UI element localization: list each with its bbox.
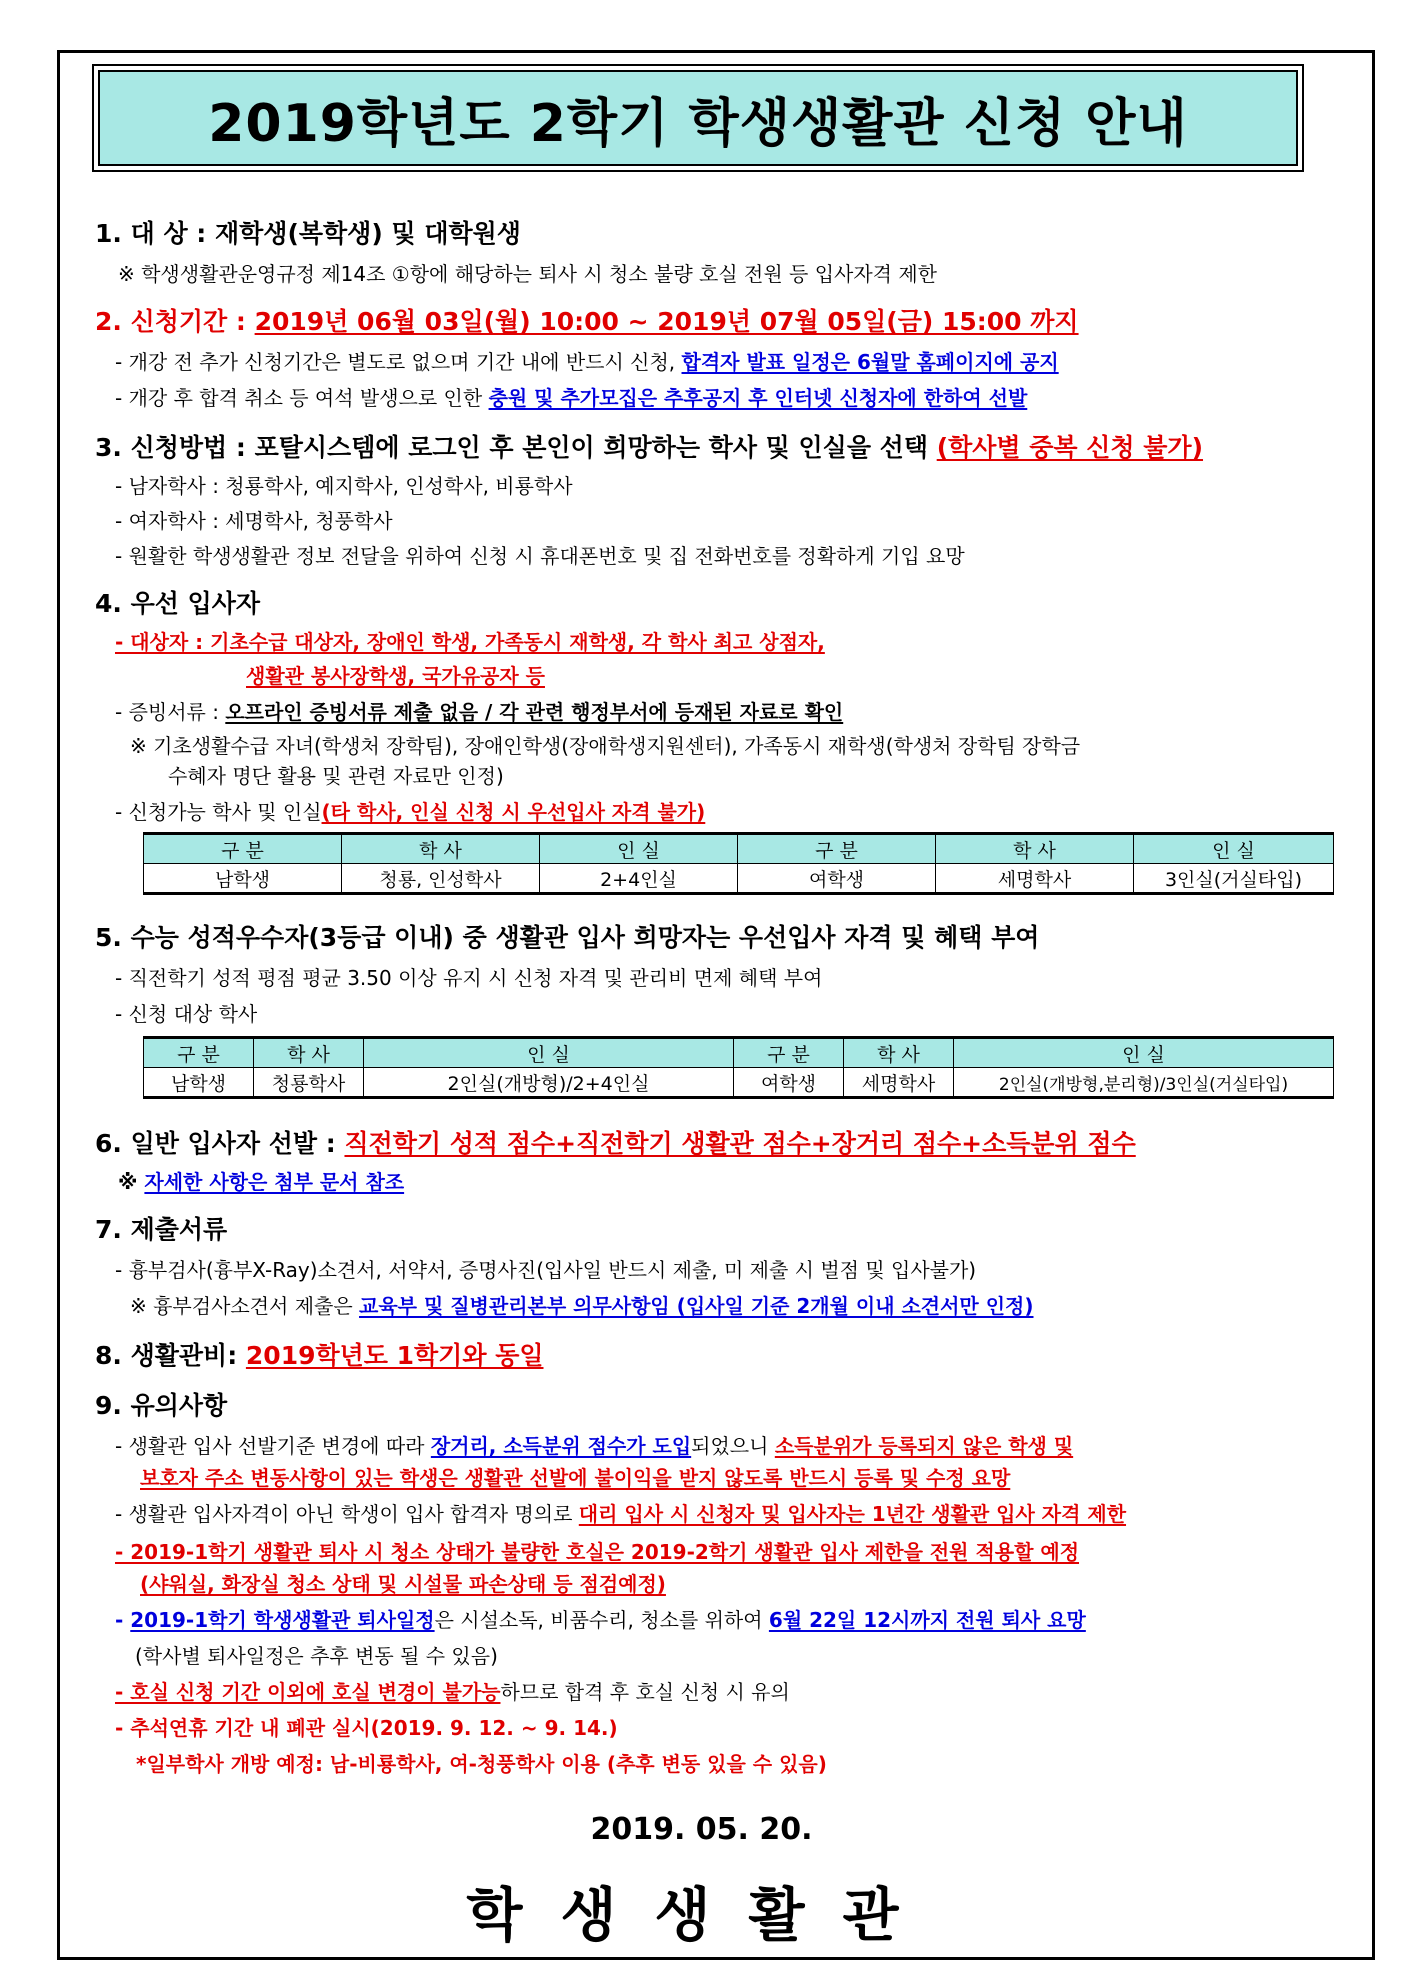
section-4-note-line-2: 수혜자 명단 활용 및 관련 자료만 인정): [168, 764, 504, 788]
section-9-heading: 9. 유의사항: [95, 1391, 228, 1420]
section-2-bullet-1: - 개강 전 추가 신청기간은 별도로 없으며 기간 내에 반드시 신청, 합격자 발표 일정은 6월말 홈페이지에 공지: [115, 350, 1059, 374]
section-3-bullet-2: - 여자학사 : 세명학사, 청풍학사: [115, 509, 393, 533]
issuer-name: 학생생활관: [466, 1881, 937, 1949]
application-period: 2019년 06월 03일(월) 10:00 ~ 2019년 07월 05일(금) 15:00 까지: [254, 307, 1079, 336]
section-2-label: 2. 신청기간 :: [95, 307, 255, 336]
section-4-target-line-1: - 대상자 : 기초수급 대상자, 장애인 학생, 가족동시 재학생, 각 학사 최고 상점자,: [115, 630, 825, 654]
page-title: 2019학년도 2학기 학생생활관 신청 안내: [208, 93, 1188, 154]
section-2-bullet-2: - 개강 후 합격 취소 등 여석 발생으로 인한 충원 및 추가모집은 추후공지 후 인터넷 신청자에 한하여 선발: [115, 386, 1028, 410]
section-8-heading: 8. 생활관비: 2019학년도 1학기와 동일: [95, 1341, 544, 1370]
document-date: 2019. 05. 20.: [590, 1812, 813, 1847]
table-header-row: 구 분 학 사 인 실 구 분 학 사 인 실: [144, 1038, 1334, 1068]
section-5-bullet-1: - 직전학기 성적 평점 평균 3.50 이상 유지 시 신청 자격 및 관리비 면제 혜택 부여: [115, 966, 823, 990]
section-7-bullet-1: - 흉부검사(흉부X-Ray)소견서, 서약서, 증명사진(입사일 반드시 제출, 미 제출 시 벌점 및 입사불가): [115, 1258, 977, 1282]
section-9-bullet-3: - 2019-1학기 생활관 퇴사 시 청소 상태가 불량한 호실은 2019-2학기 생활관 입사 제한을 전원 적용할 예정: [115, 1540, 1080, 1564]
section-5-heading: 5. 수능 성적우수자(3등급 이내) 중 생활관 입사 희망자는 우선입사 자격 및 혜택 부여: [95, 923, 1040, 952]
priority-dorm-table: [143, 832, 1334, 895]
section-3-bullet-3: - 원활한 학생생활관 정보 전달을 위하여 신청 시 휴대폰번호 및 집 전화번호를 정확하게 기입 요망: [115, 544, 965, 568]
fee-highlight: 2019학년도 1학기와 동일: [245, 1341, 544, 1370]
section-6-heading: 6. 일반 입사자 선발 : 직전학기 성적 점수+직전학기 생활관 점수+장거리 점수+소득분위 점수: [95, 1129, 1136, 1158]
table-row: 남학생 청룡학사 2인실(개방형)/2+4인실 여학생 세명학사 2인실(개방형,분리형)/3인실(거실타입): [144, 1068, 1334, 1098]
section-9-bullet-1: - 생활관 입사 선발기준 변경에 따라 장거리, 소득분위 점수가 도입되었으니 소득분위가 등록되지 않은 학생 및: [115, 1434, 1074, 1458]
table-row: 남학생 청룡, 인성학사 2+4인실 여학생 세명학사 3인실(거실타입): [144, 864, 1334, 894]
section-6-note: ※ 자세한 사항은 첨부 문서 참조: [118, 1170, 405, 1194]
section-1-heading: 1. 대 상 : 재학생(복학생) 및 대학원생: [95, 219, 521, 248]
section-4-available: - 신청가능 학사 및 인실(타 학사, 인실 신청 시 우선입사 자격 불가): [115, 800, 706, 824]
xray-requirement: 교육부 및 질병관리본부 의무사항임 (입사일 기준 2개월 이내 소견서만 인정): [359, 1294, 1034, 1318]
section-3-heading: 3. 신청방법 : 포탈시스템에 로그인 후 본인이 희망하는 학사 및 인실을 선택 (학사별 중복 신청 불가): [95, 433, 1204, 462]
available-highlight: (타 학사, 인실 신청 시 우선입사 자격 불가): [321, 800, 706, 824]
section-3-bullet-1: - 남자학사 : 청룡학사, 예지학사, 인성학사, 비룡학사: [115, 474, 573, 498]
no-duplicate-highlight: (학사별 중복 신청 불가): [936, 433, 1204, 462]
section-9-bullet-2: - 생활관 입사자격이 아닌 학생이 입사 합격자 명의로 대리 입사 시 신청자 및 입사자는 1년간 생활관 입사 자격 제한: [115, 1502, 1127, 1526]
section-7-note: ※ 흉부검사소견서 제출은 교육부 및 질병관리본부 의무사항임 (입사일 기준 2개월 이내 소견서만 인정): [130, 1294, 1034, 1318]
section-5-bullet-2: - 신청 대상 학사: [115, 1002, 258, 1026]
announcement-highlight: 합격자 발표 일정은 6월말 홈페이지에 공지: [681, 350, 1059, 374]
selection-criteria: 직전학기 성적 점수+직전학기 생활관 점수+장거리 점수+소득분위 점수: [344, 1129, 1136, 1158]
section-9-bullet-4-line-2: (학사별 퇴사일정은 추후 변동 될 수 있음): [135, 1644, 498, 1668]
section-9-bullet-3-line-2: (샤워실, 화장실 청소 상태 및 시설물 파손상태 등 점검예정): [140, 1572, 666, 1596]
section-4-target-line-2: 생활관 봉사장학생, 국가유공자 등: [246, 664, 545, 688]
title-box: [92, 64, 1304, 172]
documents-highlight: 오프라인 증빙서류 제출 없음 / 각 관련 행정부서에 등재된 자료로 확인: [225, 700, 844, 724]
section-4-heading: 4. 우선 입사자: [95, 589, 261, 618]
section-2-heading: [95, 302, 1079, 338]
section-9-bullet-6: - 추석연휴 기간 내 폐관 실시(2019. 9. 12. ~ 9. 14.): [115, 1716, 618, 1740]
section-9-bullet-5: - 호실 신청 기간 이외에 호실 변경이 불가능하므로 합격 후 호실 신청 시 유의: [115, 1680, 790, 1704]
section-1-note: ※ 학생생활관운영규정 제14조 ①항에 해당하는 퇴사 시 청소 불량 호실 전원 등 입사자격 제한: [118, 262, 937, 286]
section-9-bullet-1-line-2: 보호자 주소 변동사항이 있는 학생은 생활관 선발에 불이익을 받지 않도록 반드시 등록 및 수정 요망: [140, 1466, 1011, 1490]
csat-dorm-table: [143, 1036, 1334, 1099]
recruitment-highlight: 충원 및 추가모집은 추후공지 후 인터넷 신청자에 한하여 선발: [488, 386, 1028, 410]
section-9-bullet-7: *일부학사 개방 예정: 남-비룡학사, 여-청풍학사 이용 (추후 변동 있을 수 있음): [136, 1752, 827, 1776]
table-header-row: 구 분 학 사 인 실 구 분 학 사 인 실: [144, 834, 1334, 864]
section-7-heading: 7. 제출서류: [95, 1215, 228, 1244]
attachment-reference: 자세한 사항은 첨부 문서 참조: [144, 1170, 405, 1194]
section-4-note-line-1: ※ 기초생활수급 자녀(학생처 장학팀), 장애인학생(장애학생지원센터), 가족동시 재학생(학생처 장학팀 장학금: [130, 734, 1081, 758]
section-9-bullet-4: - 2019-1학기 학생생활관 퇴사일정은 시설소독, 비품수리, 청소를 위하여 6월 22일 12시까지 전원 퇴사 요망: [115, 1608, 1086, 1632]
section-4-documents: - 증빙서류 : 오프라인 증빙서류 제출 없음 / 각 관련 행정부서에 등재된 자료로 확인: [115, 700, 844, 724]
